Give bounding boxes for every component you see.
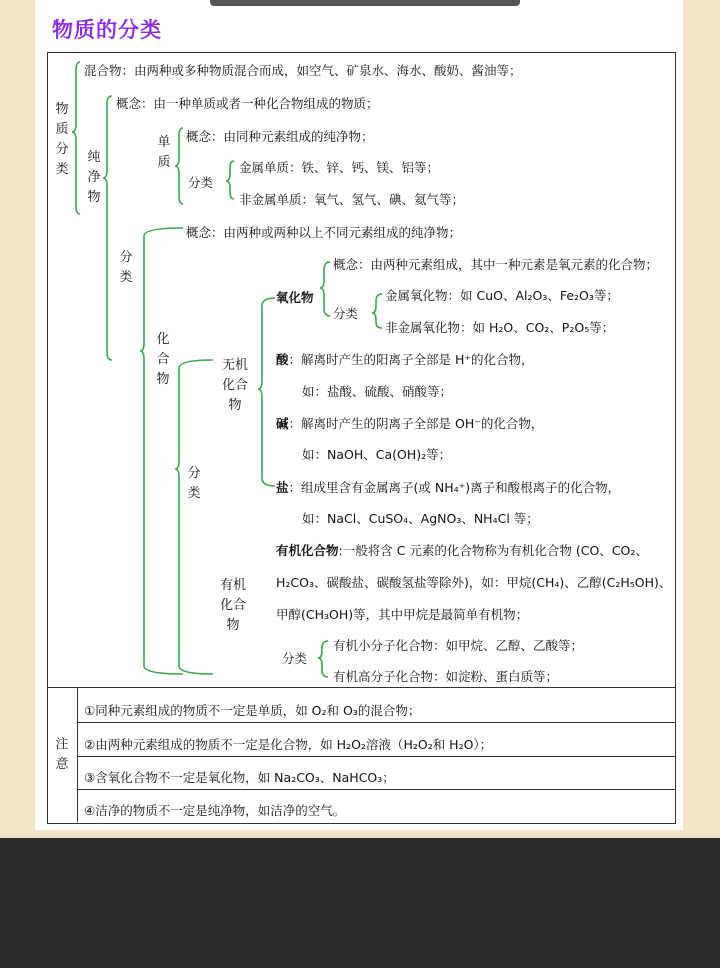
- salt-examples-line: 如：NaCl、CuSO₄、AgNO₃、NH₄Cl 等；: [302, 511, 539, 526]
- organic-line-2: H₂CO₃、碳酸盐、碳酸氢盐等除外)，如：甲烷(CH₄)、乙醇(C₂H₅OH)、: [276, 575, 672, 590]
- bottom-dark-area: [0, 838, 720, 968]
- organic-small-line: 有机小分子化合物：如甲烷、乙醇、乙酸等；: [333, 638, 584, 653]
- compound-concept-line: 概念：由两种或两种以上不同元素组成的纯净物；: [186, 225, 462, 240]
- pure-concept-line: 概念：由一种单质或者一种化合物组成的物质；: [116, 96, 379, 111]
- label-classify-2: 分类: [187, 466, 201, 501]
- organic-line-1: 有机化合物:一般将含 C 元素的化合物称为有机化合物 (CO、CO₂、: [276, 543, 648, 558]
- note-1: ①同种元素组成的物质不一定是单质，如 O₂和 O₃的混合物；: [84, 703, 421, 718]
- salt-line: 盐：组成里含有金属离子(或 NH₄⁺)离子和酸根离子的化合物，: [276, 480, 621, 495]
- base-examples-line: 如：NaOH、Ca(OH)₂等；: [302, 447, 452, 462]
- organic-line-3: 甲醇(CH₃OH)等，其中甲烷是最简单有机物；: [276, 607, 529, 622]
- metal-simple-line: 金属单质：铁、锌、钙、镁、铝等；: [239, 160, 440, 175]
- label-compound: 化合物: [156, 332, 170, 387]
- label-classify-1: 分类: [119, 250, 133, 285]
- mixture-line: 混合物：由两种或多种物质混合而成，如空气、矿泉水、海水、酸奶、酱油等；: [84, 63, 522, 78]
- label-substance-classification: 物质分类: [55, 102, 69, 177]
- note-4: ④洁净的物质不一定是纯净物，如洁净的空气。: [84, 803, 346, 818]
- oxide-label: 氧化物: [276, 290, 314, 305]
- label-notes: 注意: [55, 737, 69, 772]
- organic-classify-label: 分类: [282, 651, 308, 666]
- acid-line: 酸：解离时产生的阳离子全部是 H⁺的化合物，: [276, 352, 534, 367]
- acid-examples-line: 如：盐酸、硫酸、硝酸等；: [302, 384, 453, 399]
- simple-concept-line: 概念：由同种元素组成的纯净物；: [186, 129, 374, 144]
- note-3: ③含氧化合物不一定是氧化物，如 Na₂CO₃、NaHCO₃；: [84, 770, 395, 785]
- page-title: 物质的分类: [52, 18, 162, 42]
- nonmetal-oxide-line: 非金属氧化物：如 H₂O、CO₂、P₂O₅等；: [385, 320, 615, 335]
- label-organic-compound: 有机化合物: [219, 578, 246, 633]
- label-inorganic-compound: 无机化合物: [221, 358, 248, 413]
- oxide-classify-label: 分类: [333, 306, 359, 321]
- base-line: 碱：解离时产生的阴离子全部是 OH⁻的化合物，: [276, 416, 544, 431]
- organic-large-line: 有机高分子化合物：如淀粉、蛋白质等；: [333, 669, 559, 684]
- label-pure-substance: 纯净物: [87, 150, 101, 205]
- label-simple-substance: 单质: [157, 135, 171, 170]
- nonmetal-simple-line: 非金属单质：氧气、氢气、碘、氦气等；: [239, 192, 465, 207]
- metal-oxide-line: 金属氧化物：如 CuO、Al₂O₃、Fe₂O₃等；: [385, 288, 619, 303]
- note-2: ②由两种元素组成的物质不一定是化合物，如 H₂O₂溶液（H₂O₂和 H₂O）；: [84, 737, 493, 752]
- simple-classify-label: 分类: [188, 175, 214, 190]
- oxide-concept-line: 概念：由两种元素组成，其中一种元素是氧元素的化合物；: [333, 257, 659, 272]
